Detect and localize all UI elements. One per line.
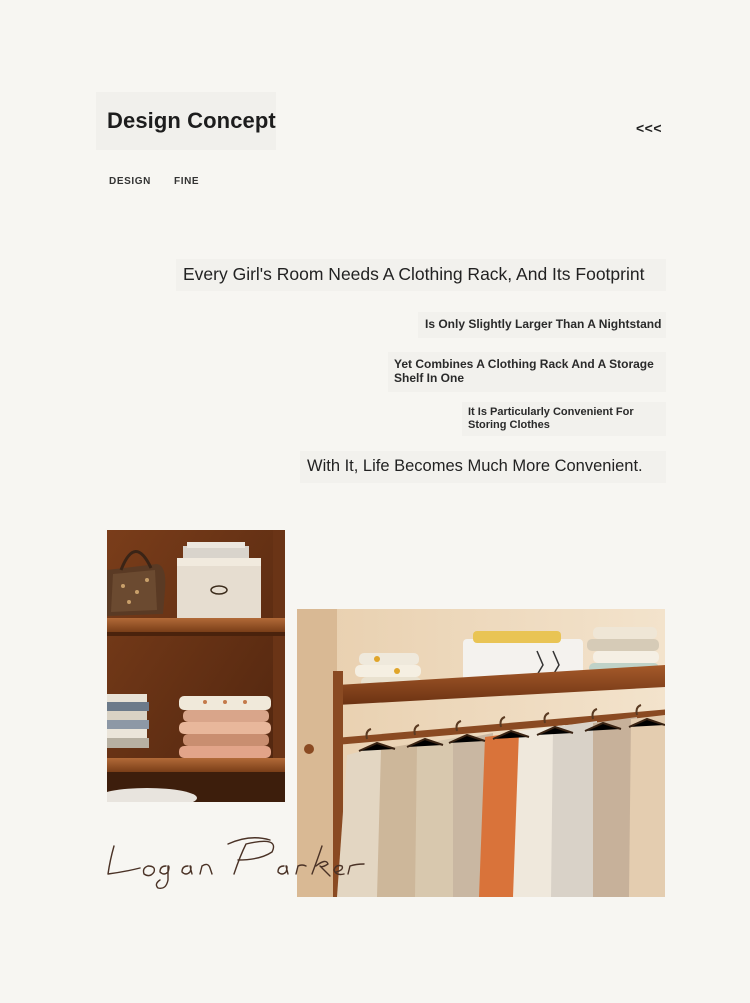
copy-line-5-text: With It, Life Becomes Much More Convenient. (307, 457, 643, 475)
copy-line-1 (176, 259, 666, 291)
copy-line-4 (462, 402, 666, 436)
copy-line-3-text: Yet Combines A Clothing Rack And A Storage Shelf In One (394, 357, 654, 385)
signature (100, 826, 370, 900)
copy-line-2 (418, 312, 666, 338)
copy-line-2-text: Is Only Slightly Larger Than A Nightstand (425, 317, 662, 331)
copy-line-1-text: Every Girl's Room Needs A Clothing Rack, And Its Footprint (183, 264, 645, 284)
copy-line-3 (388, 352, 666, 392)
page-title: Design Concept (107, 108, 276, 133)
tag-design: DESIGN (109, 176, 151, 187)
tag-fine: FINE (174, 176, 200, 187)
copy-line-4-text: It Is Particularly Convenient For Storing Clothes (468, 406, 634, 431)
shelf-photo (107, 530, 285, 802)
back-arrows-link[interactable]: <<< (636, 120, 663, 136)
copy-line-5 (300, 451, 666, 483)
